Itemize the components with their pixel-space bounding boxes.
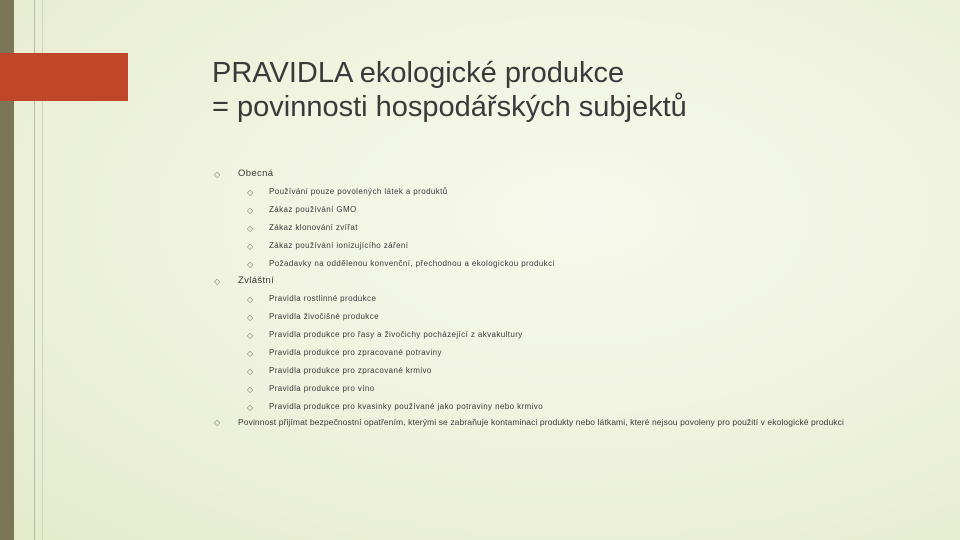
diamond-bullet-icon: ◇ — [247, 242, 254, 251]
sub-bullet-text: Pravidla produkce pro řasy a živočichy pocházející z akvakultury — [269, 330, 523, 339]
diamond-bullet-icon: ◇ — [247, 295, 254, 304]
diamond-bullet-icon: ◇ — [214, 170, 221, 179]
diamond-bullet-icon: ◇ — [247, 313, 254, 322]
bullet-obecna — [214, 168, 914, 179]
sub-bullet — [214, 366, 914, 376]
sub-bullet-text: Používání pouze povolených látek a produktů — [269, 187, 448, 196]
section-label: Zvláštní — [238, 275, 275, 286]
sub-bullet — [214, 402, 914, 412]
diamond-bullet-icon: ◇ — [247, 206, 254, 215]
diamond-bullet-icon: ◇ — [247, 188, 254, 197]
sub-bullet — [214, 294, 914, 304]
sub-bullet-text: Pravidla živočišné produkce — [269, 312, 379, 321]
sub-bullet-text: Požadavky na oddělenou konvenční, přechodnou a ekologickou produkci — [269, 259, 555, 268]
title-accent-arrow — [0, 53, 128, 101]
sub-bullet-text: Pravidla produkce pro zpracované potraviny — [269, 348, 442, 357]
diamond-bullet-icon: ◇ — [247, 260, 254, 269]
sub-bullet-text: Pravidla rostlinné produkce — [269, 294, 377, 303]
slide-title — [212, 56, 912, 124]
sub-bullet-text: Zákaz klonování zvířat — [269, 223, 358, 232]
sub-bullet — [214, 330, 914, 340]
title-line-1: PRAVIDLA ekologické produkce — [212, 57, 625, 89]
sub-bullet-text: Pravidla produkce pro kvasinky používané jako potraviny nebo krmivo — [269, 402, 544, 411]
sub-bullet-text: Zákaz používání ionizujícího záření — [269, 241, 409, 250]
sub-bullet — [214, 348, 914, 358]
section-label: Povinnost přijímat bezpečnostní opatřením, kterými se zabraňuje kontaminaci produkty nebo látkami, které nejsou povoleny pro použití v ekologické produkci — [238, 417, 844, 427]
diamond-bullet-icon: ◇ — [214, 277, 221, 286]
title-line-2: = povinnosti hospodářských subjektů — [212, 91, 687, 123]
sub-bullet — [214, 187, 914, 197]
sub-bullet — [214, 205, 914, 215]
sub-bullet — [214, 384, 914, 394]
diamond-bullet-icon: ◇ — [247, 385, 254, 394]
sub-bullet-text: Pravidla produkce pro zpracované krmivo — [269, 366, 432, 375]
diamond-bullet-icon: ◇ — [214, 418, 221, 427]
bullet-zvlastni — [214, 275, 914, 286]
sub-bullet-text: Zákaz používání GMO — [269, 205, 357, 214]
sub-bullet-text: Pravidla produkce pro víno — [269, 384, 375, 393]
diamond-bullet-icon: ◇ — [247, 224, 254, 233]
diamond-bullet-icon: ◇ — [247, 331, 254, 340]
sub-bullet — [214, 223, 914, 233]
diamond-bullet-icon: ◇ — [247, 349, 254, 358]
section-label: Obecná — [238, 168, 274, 179]
diamond-bullet-icon: ◇ — [247, 367, 254, 376]
diamond-bullet-icon: ◇ — [247, 403, 254, 412]
slide-content — [214, 168, 914, 427]
sub-bullet — [214, 241, 914, 251]
bullet-povinnost — [214, 417, 914, 427]
sub-bullet — [214, 259, 914, 269]
sub-bullet — [214, 312, 914, 322]
